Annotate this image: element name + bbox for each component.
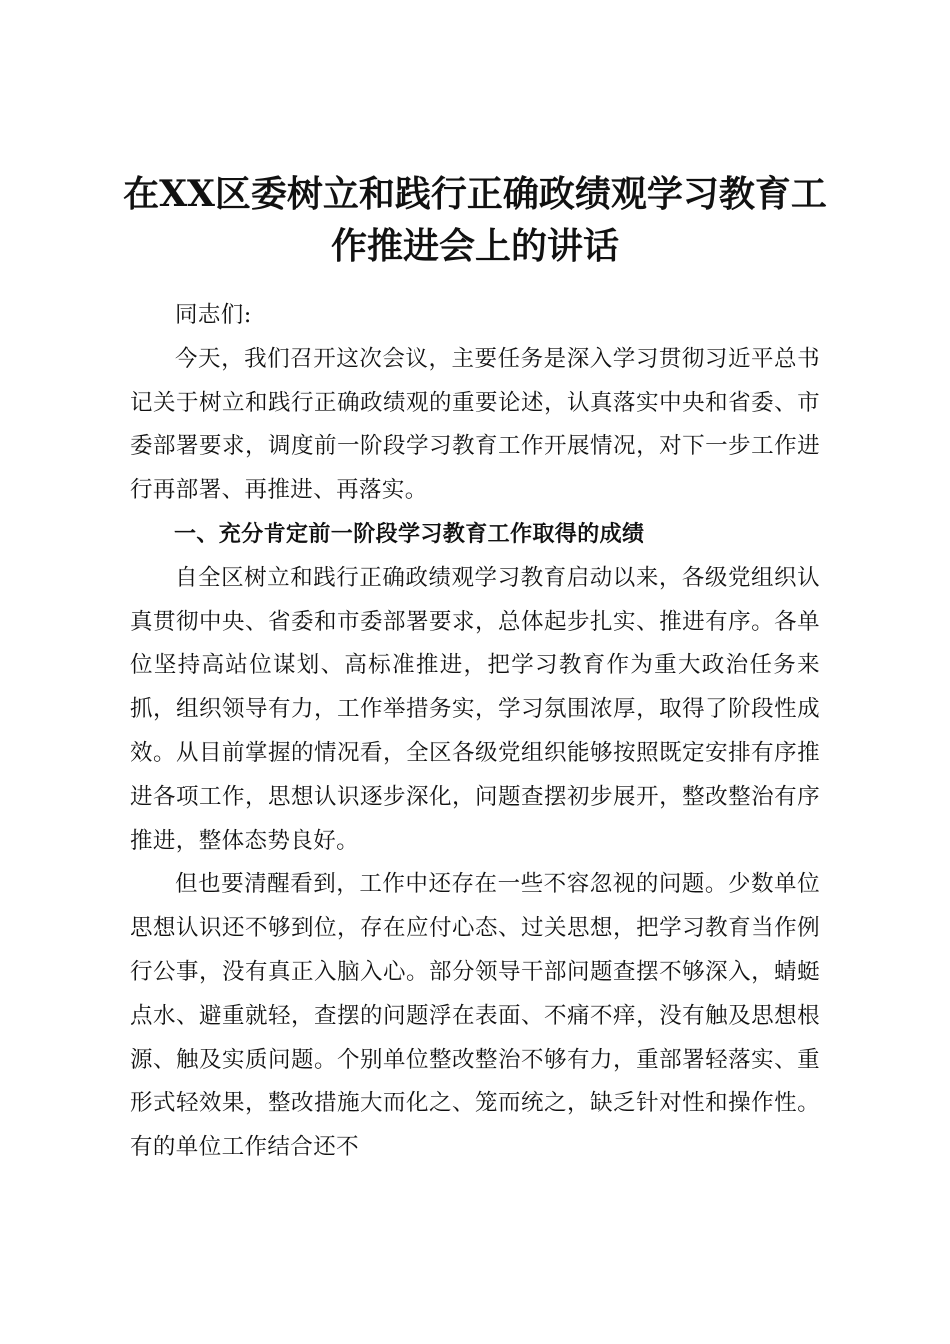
document-body [130,294,820,1170]
intro-paragraph: 今天，我们召开这次会议，主要任务是深入学习贯彻习近平总书记关于树立和践行正确政绩观的重要论述，认真落实中央和省委、市委部署要求，调度前一阶段学习教育工作开展情况，对下一步工作进行再部署、再推进、再落实。 [130,345,820,504]
document-title: 在XX区委树立和践行正确政绩观学习教育工作推进会上的讲话 [123,173,827,267]
salutation: 同志们: [175,302,252,328]
section1-paragraph-1: 自全区树立和践行正确政绩观学习教育启动以来，各级党组织认真贯彻中央、省委和市委部署要求，总体起步扎实、推进有序。各单位坚持高站位谋划、高标准推进，把学习教育作为重大政治任务来抓，组织领导有力，工作举措务实，学习氛围浓厚，取得了阶段性成效。从目前掌握的情况看，全区各级党组织能够按照既定安排有序推进各项工作，思想认识逐步深化，问题查摆初步展开，整改整治有序推进，整体态势良好。 [130,564,820,854]
section1-paragraph-2: 但也要清醒看到，工作中还存在一些不容忽视的问题。少数单位思想认识还不够到位，存在应付心态、过关思想，把学习教育当作例行公事，没有真正入脑入心。部分领导干部问题查摆不够深入，蜻蜓点水、避重就轻，查摆的问题浮在表面、不痛不痒，没有触及思想根源、触及实质问题。个别单位整改整治不够有力，重部署轻落实、重形式轻效果，整改措施大而化之、笼而统之，缺乏针对性和操作性。有的单位工作结合还不 [130,871,820,1161]
section-heading-1: 一、充分肯定前一阶段学习教育工作取得的成绩 [174,521,645,547]
